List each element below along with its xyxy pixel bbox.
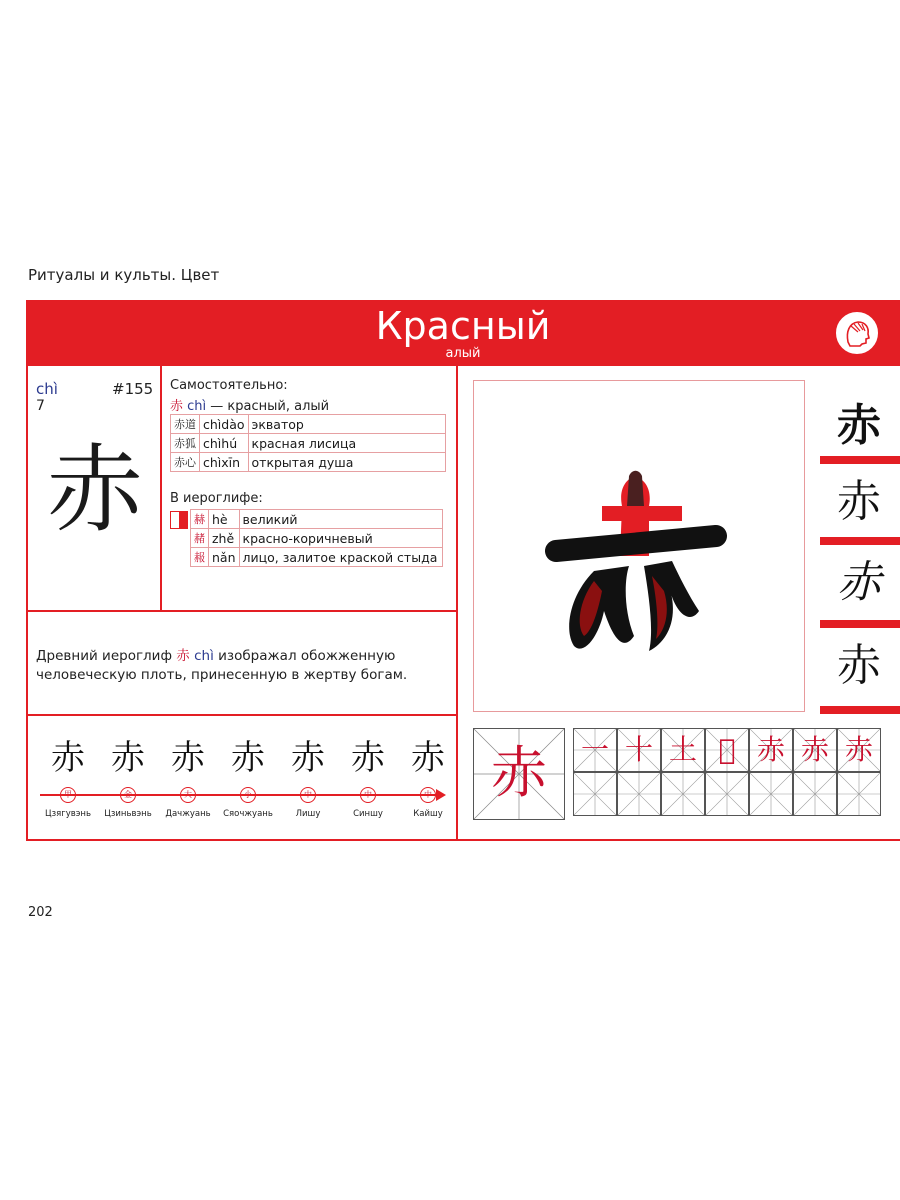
independent-label: Самостоятельно: (170, 378, 288, 393)
stroke-step-glyph: 赤 (800, 733, 829, 766)
script-style-label: Кайшу (413, 809, 443, 819)
word-meaning: красная лисица (248, 434, 445, 453)
style-separator (820, 537, 900, 545)
section-title: Ритуалы и культы. Цвет (28, 266, 220, 284)
character-pinyin: chì (36, 380, 58, 398)
word-chars: 赤心 (171, 453, 200, 472)
compound-words-table (170, 414, 446, 472)
practice-cell[interactable] (661, 772, 705, 816)
component-chars: 赫 (191, 510, 209, 529)
script-style-label: Дачжуань (165, 809, 211, 819)
word-pinyin: chìhú (200, 434, 249, 453)
page-title: Красный (375, 304, 551, 348)
table-row (171, 415, 446, 434)
definition-char: 赤 (170, 399, 184, 414)
component-pinyin: nǎn (209, 548, 240, 567)
component-pinyin: hè (209, 510, 240, 529)
word-meaning: экватор (248, 415, 445, 434)
practice-cell[interactable] (617, 772, 661, 816)
style-separator (820, 706, 900, 714)
timeline-arrow-icon (436, 789, 446, 801)
stroke-step-glyph: 土 (668, 733, 697, 766)
practice-cell[interactable] (837, 772, 881, 816)
stroke-step-cell (749, 728, 793, 772)
page-subtitle: алый (445, 346, 481, 361)
stroke-step-cell (573, 728, 617, 772)
evolution-glyph: 赤 (231, 738, 265, 778)
in-hieroglyph-label: В иероглифе: (170, 491, 263, 506)
stroke-step-glyph: 一 (580, 733, 609, 766)
script-style-label: Сяочжуань (223, 809, 273, 819)
word-chars: 赤狐 (171, 434, 200, 453)
stroke-animation-illustration (474, 381, 804, 711)
page-number: 202 (28, 905, 53, 920)
definition-meaning: — красный, алый (210, 399, 330, 414)
description-char: 赤 (176, 648, 190, 664)
component-meaning: великий (239, 510, 442, 529)
stroke-step-cell (661, 728, 705, 772)
divider-horizontal-2 (26, 714, 457, 716)
character-number: #155 (112, 380, 154, 398)
practice-cell[interactable] (749, 772, 793, 816)
stroke-step-cell (793, 728, 837, 772)
description-pre: Древний иероглиф (36, 648, 172, 664)
table-row (191, 529, 443, 548)
evolution-glyph: 赤 (51, 738, 85, 778)
stroke-step-glyph: 赤 (844, 733, 873, 766)
component-table (190, 509, 443, 567)
script-style-label: Цзягувэнь (45, 809, 91, 819)
script-style-label: Лишу (295, 809, 321, 819)
stroke-step-glyph: 十 (624, 733, 653, 766)
calligraphy-style-1: 赤 (837, 400, 881, 451)
component-meaning: красно-коричневый (239, 529, 442, 548)
component-chars: 赧 (191, 548, 209, 567)
stroke-step-cell (837, 728, 881, 772)
table-row (171, 434, 446, 453)
stroke-step-glyph: 𡉀 (718, 733, 736, 766)
evolution-glyph: 赤 (291, 738, 325, 778)
stroke-step-glyph: 赤 (756, 733, 785, 766)
style-separator (820, 456, 900, 464)
divider-vertical-left (160, 366, 162, 610)
component-meaning: лицо, залитое краской стыда (239, 548, 442, 567)
divider-horizontal-1 (26, 610, 457, 612)
stroke-step-cell (705, 728, 749, 772)
definition-pinyin: chì (187, 399, 207, 414)
calligraphy-style-2: 赤 (837, 476, 881, 527)
word-chars: 赤道 (171, 415, 200, 434)
evolution-glyph: 赤 (111, 738, 145, 778)
word-pinyin: chìdào (200, 415, 249, 434)
evolution-glyph: 赤 (351, 738, 385, 778)
script-style-label: Цзиньвэнь (104, 809, 152, 819)
model-character: 赤 (491, 741, 547, 806)
practice-cell[interactable] (573, 772, 617, 816)
description-post: изображал обожженную человеческую плоть, принесенную в жертву богам. (36, 648, 408, 683)
component-pinyin: zhě (209, 529, 240, 548)
table-row (191, 510, 443, 529)
independent-definition (170, 395, 329, 414)
stroke-step-cell (617, 728, 661, 772)
head-logo-icon (834, 310, 880, 356)
evolution-glyph: 赤 (411, 738, 445, 778)
script-style-label: Синшу (353, 809, 383, 819)
main-character: 赤 (47, 434, 143, 546)
component-chars: 赭 (191, 529, 209, 548)
word-pinyin: chìxīn (200, 453, 249, 472)
word-meaning: открытая душа (248, 453, 445, 472)
style-separator (820, 620, 900, 628)
description-pinyin: chì (194, 648, 214, 664)
practice-cell[interactable] (793, 772, 837, 816)
stroke-animation-frame (473, 380, 805, 712)
model-character-box (473, 728, 565, 820)
table-row (171, 453, 446, 472)
table-row (191, 548, 443, 567)
stroke-count: 7 (36, 398, 45, 414)
etymology-description (36, 647, 446, 685)
component-position-icon (170, 511, 188, 529)
divider-vertical-main (456, 366, 458, 841)
practice-cell[interactable] (705, 772, 749, 816)
calligraphy-style-3: 赤 (837, 557, 881, 608)
calligraphy-style-4: 赤 (837, 640, 881, 691)
timeline-line (40, 794, 440, 796)
evolution-glyph: 赤 (171, 738, 205, 778)
